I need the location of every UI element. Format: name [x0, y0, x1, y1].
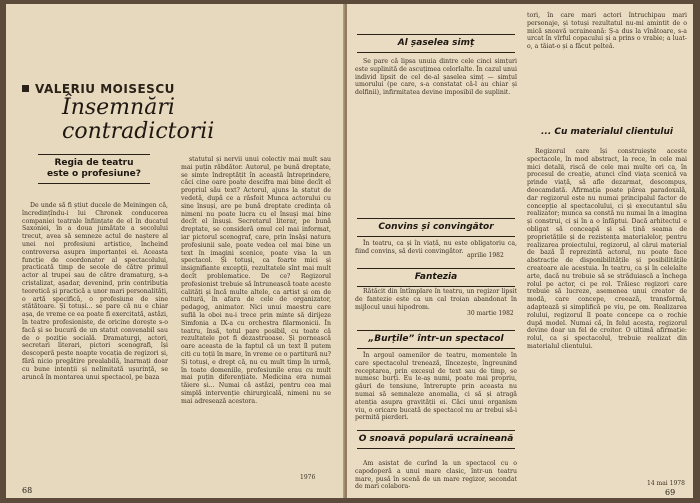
- text-snoava: Am asistat de curînd la un spectacol cu o capodoperă a unui mare clasic, într-un teatru mare, pusă în scenă de un mare regizor, secondat de mari colabora-: [355, 460, 517, 491]
- snoava-block: [355, 460, 517, 491]
- heading-fantezia: Fantezia: [357, 268, 515, 287]
- article-title-line1: Însemnări: [62, 95, 175, 120]
- page-number-left: 68: [22, 486, 33, 495]
- material-block: [527, 148, 687, 351]
- text-top-right: tori, în care mari actori întruchipau mari personaje, și totuși rezultatul nu-mi amintit de o mică snoavă ucraineană: Ș-a dus la vînătoare, s-a urcat în vîrful copacului și a prins o vrabie; a luat-o, a tăiat-o și a făcut pelteă.: [527, 12, 687, 51]
- date-fantezia: 30 martie 1982: [467, 310, 514, 317]
- heading-burtile: „Burțile” într-un spectacol: [357, 330, 515, 349]
- subtitle-line1: Regia de teatru: [54, 158, 134, 168]
- heading-convins: Convins și convingător: [357, 218, 515, 237]
- right-column-2-top: [527, 12, 687, 51]
- subtitle-line2: este o profesiune?: [47, 169, 141, 179]
- date-1976: 1976: [300, 474, 316, 481]
- date-material: 14 mai 1978: [647, 480, 685, 487]
- fantezia-block: [355, 288, 517, 311]
- text-burtile: În argoul oamenilor de teatru, momentele în care spectacolul trenează, lîncezește, îngreunind receptarea, prin excesul de text sau de timp, se numesc burți. Eu le-aș numi, poate mai propriu, găuri de tensiune, întrerupte prin aceasta nu numai să semnaleze anomalia, ci să și atragă atenția asupra gravității ei. Căci unui organism viu, o oricare bucată de spectacol nu ar trebui să-i permită pierderi.: [355, 352, 517, 422]
- square-bullet-icon: [22, 85, 29, 92]
- right-page: [347, 4, 693, 498]
- heading-al-saselea-simt: Al șaselea simț: [357, 34, 515, 53]
- subtitle-regia: [38, 154, 150, 184]
- text-al-saselea-simt: Se pare că lipsa unuia dintre cele cinci simțuri este suplinită de ascuțimea celorlalte. În cazul unui individ lipsit de cel de-al șaselea simț — simțul umorului (pe care, s-a constatat că-l au chiar și delfinii), infirmitatea devine imposibil de suplinit.: [355, 58, 517, 97]
- article-title: [62, 96, 214, 144]
- article-title-line2: contradictorii: [62, 119, 215, 144]
- heading-material: ... Cu materialul clientului: [540, 127, 673, 137]
- text-material: Regizorul care își construiește aceste spectacole, în mod abstract, la rece, în cele mai mici detalii, riscă de cele mai multe ori ca, în procesul de creație, atunci cînd viața scenică va prinde viață, să afle dezarmat, descompus, deocamdată. Afirmația poate părea paradoxală, dar regizorul este nu numai principalul factor de concepție al spectacolului, ci și executantul său realizator; munca sa constă nu numai în a imagina și construi, ci și în a o înfăptui. Dacă arhitectul e obligat să conceapă și să țină seama de proprietățile și de rezistența materialelor, pentru realizarea proiectului, regizorul, al cărui material de bază îl reprezintă actorul, nu poate face abstracție de disponibilitățile și posibilitățile creatoare ale acestuia. În teatru, ca și în celelalte arte, dacă nu trebuie să se străduiască a închega rolul pe actor, ci pe rol. Trăiesc regizori care trebuie să lucreze, asemenea unui creator de modă, care concepe, creează, transformă, adaptează și simplifică pe viu, pe om. Realizarea rolului, regizorul îl poate concepe ca o rochie după model. Numai că, în felul acesta, regizorul devine doar un fel de croitor. O ultimă afirmație: rolul, ca și spectacolul, trebuie realizat din materialul clientului.: [527, 148, 687, 350]
- author-label: VALERIU MOISESCU: [35, 82, 175, 96]
- right-column-1: [355, 58, 517, 97]
- author-name: [22, 82, 175, 96]
- date-convins: aprilie 1982: [467, 252, 504, 259]
- left-page: [6, 4, 345, 498]
- left-column-2-text: statutul și nervii unui colectiv mai mult sau mai puțin răbdător. Autorul, pe bună dreptate, se simte îndreptățit în această întreprindere, căci cine oare poate descifra mai bine decît el propriul său text? Actorul, ajuns la statut de vedetă, după ce a răsfoit Munca actorului cu sine însuși, are pe bună dreptate credința că nimeni nu poate lucra cu el însuși mai bine decît el însuși. Secretarul literar, pe bună dreptate, se consideră omul cel mai informat, iar pictorul scenograf, care, prin însăși natura profesiunii sale, poate vedea cel mai bine un text în imagini scenice, poate visa la un spectacol. Și totuși, ca foarte mici și insignifiante excepții, rezultatele sînt mai mult decît problematice. De ce? Regizorul profesionist trebuie să întrunească toate aceste calități și încă multe altele, ca artist și om de cultură, în afara de cele de organizator, pedagog, animator. Nici unui maestru care suflă la oboi nu-i trece prin minte să dirijeze Simfonia a IX-a cu orchestra filarmonicii. În teatru, însă, totul pare posibil, cu toate că rezultatele pot fi dezastruoase. Și pornească oare aceasta de la faptul că un text îl putem citi cu toții în mare, în vreme ce o partitură nu? Și totuși, e drept că, nu cu mult timp în urmă, în toate domeniile, profesiunile erau cu mult mai puțin diferențiate. Medicina era numai tăiere și... Numai că astăzi, pentru cea mai simplă intervenție chirurgicală, nimeni nu se mai adresează acestora.: [181, 156, 331, 405]
- left-column-2: [181, 156, 331, 406]
- burtile-block: [355, 352, 517, 422]
- page-number-right: 69: [665, 488, 676, 497]
- text-convins: În teatru, ca și în viață, nu este obligatoriu ca, fiind convins, să devii convingător.: [355, 240, 517, 255]
- left-column-1: [22, 202, 168, 381]
- text-fantezia: Rătăcit din întîmplare în teatru, un regizor lipsit de fantezie este ca un cal troian abandonat în mijlocul unui hipodrom.: [355, 288, 517, 311]
- left-column-1-text: De unde să fi știut ducele de Meiningen că, încredințîndu-i lui Chronek conducerea companiei teatrale înființate de el în ducatul Saxoniei, în a doua jumătate a secolului trecut, avea să semneze actul de naștere al unei noi profesiuni artistice, încheind controversa asupra importanței ei. Aceasta funcție de coordonator al spectacolului, practicată timp de secole de către primul actor al trupei sau de către dramaturg, s-a cristalizat, așadar, devenind, prin contribuția teoretică și practică a unor mari personalități, o artă specifică, o profesiune de sine stătătoare. Și totuși... se pare că nu e chiar așa, de vreme ce ea poate fi exercitată, astăzi, în teatre profesioniste, de oricine dorește s-o facă și se bucură de un statut convenabil sau de o poziție socială. Dramaturgi, actori, secretari literari, pictori scenografi, își descoperă peste noapte vocația de regizori și, fără nicio pregătire prealabilă, înarmați doar cu bune intenții și nelimitată ușurință, se aruncă în montarea unui spectacol, pe baza: [22, 202, 168, 381]
- heading-snoava: O snoavă populară ucraineană: [357, 430, 515, 449]
